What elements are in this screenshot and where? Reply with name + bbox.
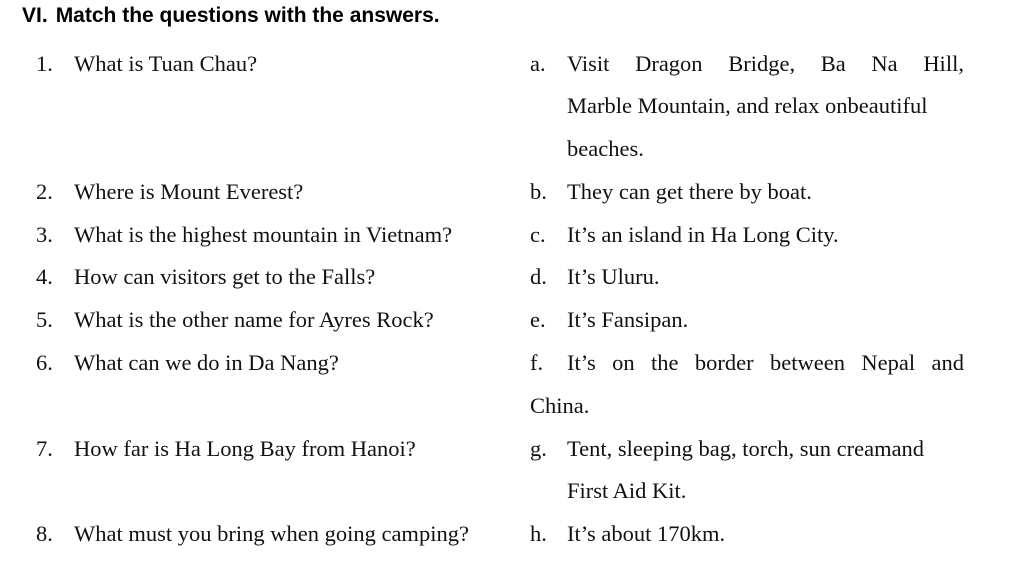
answer-word: Ba bbox=[820, 51, 846, 76]
answer-text: It’s about 170km. bbox=[567, 521, 726, 546]
answer-line-3: beaches. bbox=[567, 136, 644, 161]
answer-word: border bbox=[694, 350, 754, 375]
question-number: 2. bbox=[36, 179, 53, 204]
answer-letter: g. bbox=[530, 436, 547, 461]
answer-word: Nepal bbox=[861, 350, 916, 375]
question-number: 7. bbox=[36, 436, 53, 461]
answer-letter: c. bbox=[530, 222, 546, 247]
answer-line-1 bbox=[567, 349, 964, 377]
exercise-number: VI. bbox=[22, 4, 48, 27]
question-text: What is Tuan Chau? bbox=[74, 51, 258, 76]
answer-word: on bbox=[612, 350, 635, 375]
answer-word: It’s bbox=[567, 350, 596, 375]
answer-letter: h. bbox=[530, 521, 547, 546]
answer-line-1 bbox=[567, 50, 964, 78]
exercise-instruction: Match the questions with the answers. bbox=[55, 4, 440, 27]
question-number: 4. bbox=[36, 264, 53, 289]
question-text: Where is Mount Everest? bbox=[74, 179, 304, 204]
answer-word: Na bbox=[871, 51, 898, 76]
answer-word: between bbox=[770, 350, 845, 375]
question-text: How can visitors get to the Falls? bbox=[74, 264, 376, 289]
answer-line-2: China. bbox=[530, 393, 590, 418]
answer-word: Dragon bbox=[635, 51, 703, 76]
exercise-heading bbox=[22, 2, 440, 30]
question-number: 6. bbox=[36, 350, 53, 375]
question-text: How far is Ha Long Bay from Hanoi? bbox=[74, 436, 416, 461]
answer-word: Hill, bbox=[923, 51, 964, 76]
question-text: What must you bring when going camping? bbox=[74, 521, 469, 546]
answer-word: the bbox=[651, 350, 679, 375]
answer-text: Tent, sleeping bag, torch, sun creamand bbox=[567, 436, 925, 461]
answer-line-2: First Aid Kit. bbox=[567, 478, 687, 503]
answer-word: and bbox=[931, 350, 964, 375]
answer-letter: e. bbox=[530, 307, 546, 332]
answer-text: It’s an island in Ha Long City. bbox=[567, 222, 839, 247]
answer-letter: b. bbox=[530, 179, 547, 204]
answer-letter: d. bbox=[530, 264, 547, 289]
question-text: What can we do in Da Nang? bbox=[74, 350, 339, 375]
answer-word: Visit bbox=[567, 51, 610, 76]
answer-line-2: Marble Mountain, and relax onbeautiful bbox=[567, 93, 928, 118]
answer-text: They can get there by boat. bbox=[567, 179, 812, 204]
question-text: What is the highest mountain in Vietnam? bbox=[74, 222, 453, 247]
question-number: 3. bbox=[36, 222, 53, 247]
question-number: 5. bbox=[36, 307, 53, 332]
answer-text: It’s Uluru. bbox=[567, 264, 660, 289]
answer-letter: a. bbox=[530, 51, 546, 76]
question-number: 1. bbox=[36, 51, 53, 76]
answer-word: Bridge, bbox=[728, 51, 796, 76]
question-number: 8. bbox=[36, 521, 53, 546]
answer-text: It’s Fansipan. bbox=[567, 307, 689, 332]
question-text: What is the other name for Ayres Rock? bbox=[74, 307, 434, 332]
answer-letter: f. bbox=[530, 350, 544, 375]
